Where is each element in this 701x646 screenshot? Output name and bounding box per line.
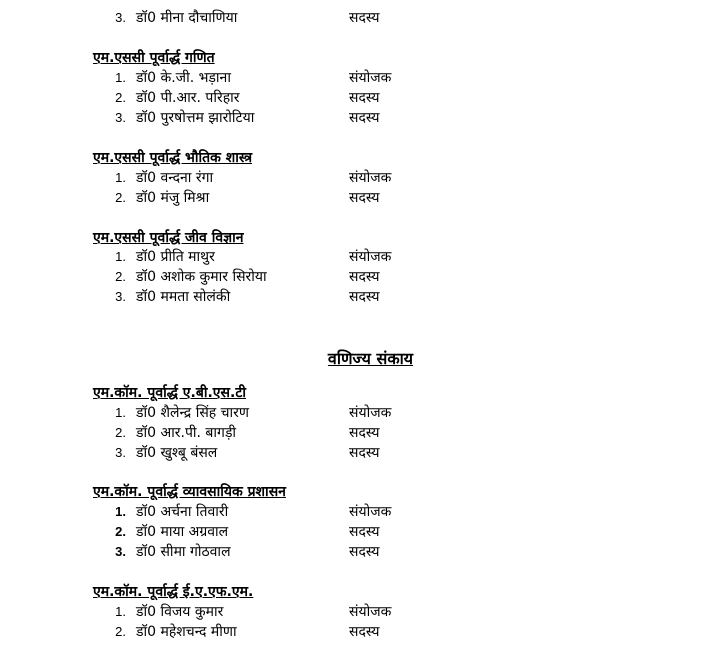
section-heading: एम.कॉम. पूर्वार्द्ध व्यावसायिक प्रशासन [93, 484, 286, 500]
member-name: डॉ0 ममता सोलंकी [136, 289, 231, 305]
faculty-title: वणिज्य संकाय [327, 349, 414, 368]
member-name: डॉ0 शैलेन्द्र सिंह चारण [136, 405, 250, 421]
list-item [0, 68, 701, 88]
item-number: 2. [115, 425, 126, 440]
item-number: 3. [115, 10, 126, 25]
member-name: डॉ0 खुश्बू बंसल [136, 445, 218, 461]
item-number: 1. [115, 604, 126, 619]
member-name: डॉ0 अशोक कुमार सिरोया [136, 269, 267, 285]
member-name: डॉ0 के.जी. भड़ाना [136, 70, 231, 86]
item-number: 1. [115, 504, 126, 519]
item-number: 2. [115, 269, 126, 284]
member-name: डॉ0 सीमा गोठवाल [136, 544, 231, 560]
list-item [0, 423, 701, 443]
member-name: डॉ0 अर्चना तिवारी [136, 504, 229, 520]
member-name: डॉ0 पुरषोत्तम झारोटिया [136, 110, 255, 126]
item-number: 2. [115, 190, 126, 205]
member-name: डॉ0 वन्दना रंगा [136, 170, 214, 186]
member-role: सदस्य [349, 110, 380, 126]
member-role: सदस्य [349, 190, 380, 206]
list-item [0, 88, 701, 108]
member-role: संयोजक [349, 249, 392, 265]
member-role: सदस्य [349, 289, 380, 305]
member-name: डॉ0 महेशचन्द मीणा [136, 624, 237, 640]
item-number: 2. [115, 624, 126, 639]
member-role: सदस्य [349, 90, 380, 106]
member-role: संयोजक [349, 70, 392, 86]
item-number: 3. [115, 445, 126, 460]
member-role: सदस्य [349, 624, 380, 640]
list-item [0, 247, 701, 267]
list-item [0, 622, 701, 642]
list-item [0, 522, 701, 542]
list-item [0, 403, 701, 423]
section-heading: एम.कॉम. पूर्वार्द्ध ए.बी.एस.टी [93, 385, 247, 401]
item-number: 1. [115, 70, 126, 85]
member-role: सदस्य [349, 425, 380, 441]
list-item [0, 502, 701, 522]
list-item [0, 8, 701, 28]
section-heading: एम.एससी पूर्वार्द्ध भौतिक शास्त्र [93, 150, 253, 166]
member-role: संयोजक [349, 504, 392, 520]
list-item [0, 542, 701, 562]
list-item [0, 287, 701, 307]
member-role: सदस्य [349, 10, 380, 26]
item-number: 1. [115, 405, 126, 420]
item-number: 2. [115, 524, 126, 539]
section-heading: एम.एससी पूर्वार्द्ध गणित [93, 50, 215, 66]
member-role: सदस्य [349, 524, 380, 540]
member-role: संयोजक [349, 170, 392, 186]
list-item [0, 267, 701, 287]
member-name: डॉ0 आर.पी. बागड़ी [136, 425, 237, 441]
member-name: डॉ0 प्रीति माथुर [136, 249, 215, 265]
list-item [0, 108, 701, 128]
list-item [0, 188, 701, 208]
item-number: 3. [115, 544, 126, 559]
section-heading: एम.कॉम. पूर्वार्द्ध ई.ए.एफ.एम. [93, 584, 254, 600]
list-item [0, 443, 701, 463]
item-number: 3. [115, 110, 126, 125]
list-item [0, 168, 701, 188]
item-number: 1. [115, 170, 126, 185]
member-role: सदस्य [349, 445, 380, 461]
item-number: 1. [115, 249, 126, 264]
member-role: सदस्य [349, 544, 380, 560]
member-role: संयोजक [349, 604, 392, 620]
member-role: संयोजक [349, 405, 392, 421]
member-name: डॉ0 मीना दौचाणिया [136, 10, 238, 26]
member-name: डॉ0 माया अग्रवाल [136, 524, 229, 540]
section-heading: एम.एससी पूर्वार्द्ध जीव विज्ञान [93, 230, 244, 246]
member-role: सदस्य [349, 269, 380, 285]
member-name: डॉ0 विजय कुमार [136, 604, 224, 620]
list-item [0, 602, 701, 622]
member-name: डॉ0 मंजु मिश्रा [136, 190, 210, 206]
item-number: 3. [115, 289, 126, 304]
member-name: डॉ0 पी.आर. परिहार [136, 90, 240, 106]
item-number: 2. [115, 90, 126, 105]
